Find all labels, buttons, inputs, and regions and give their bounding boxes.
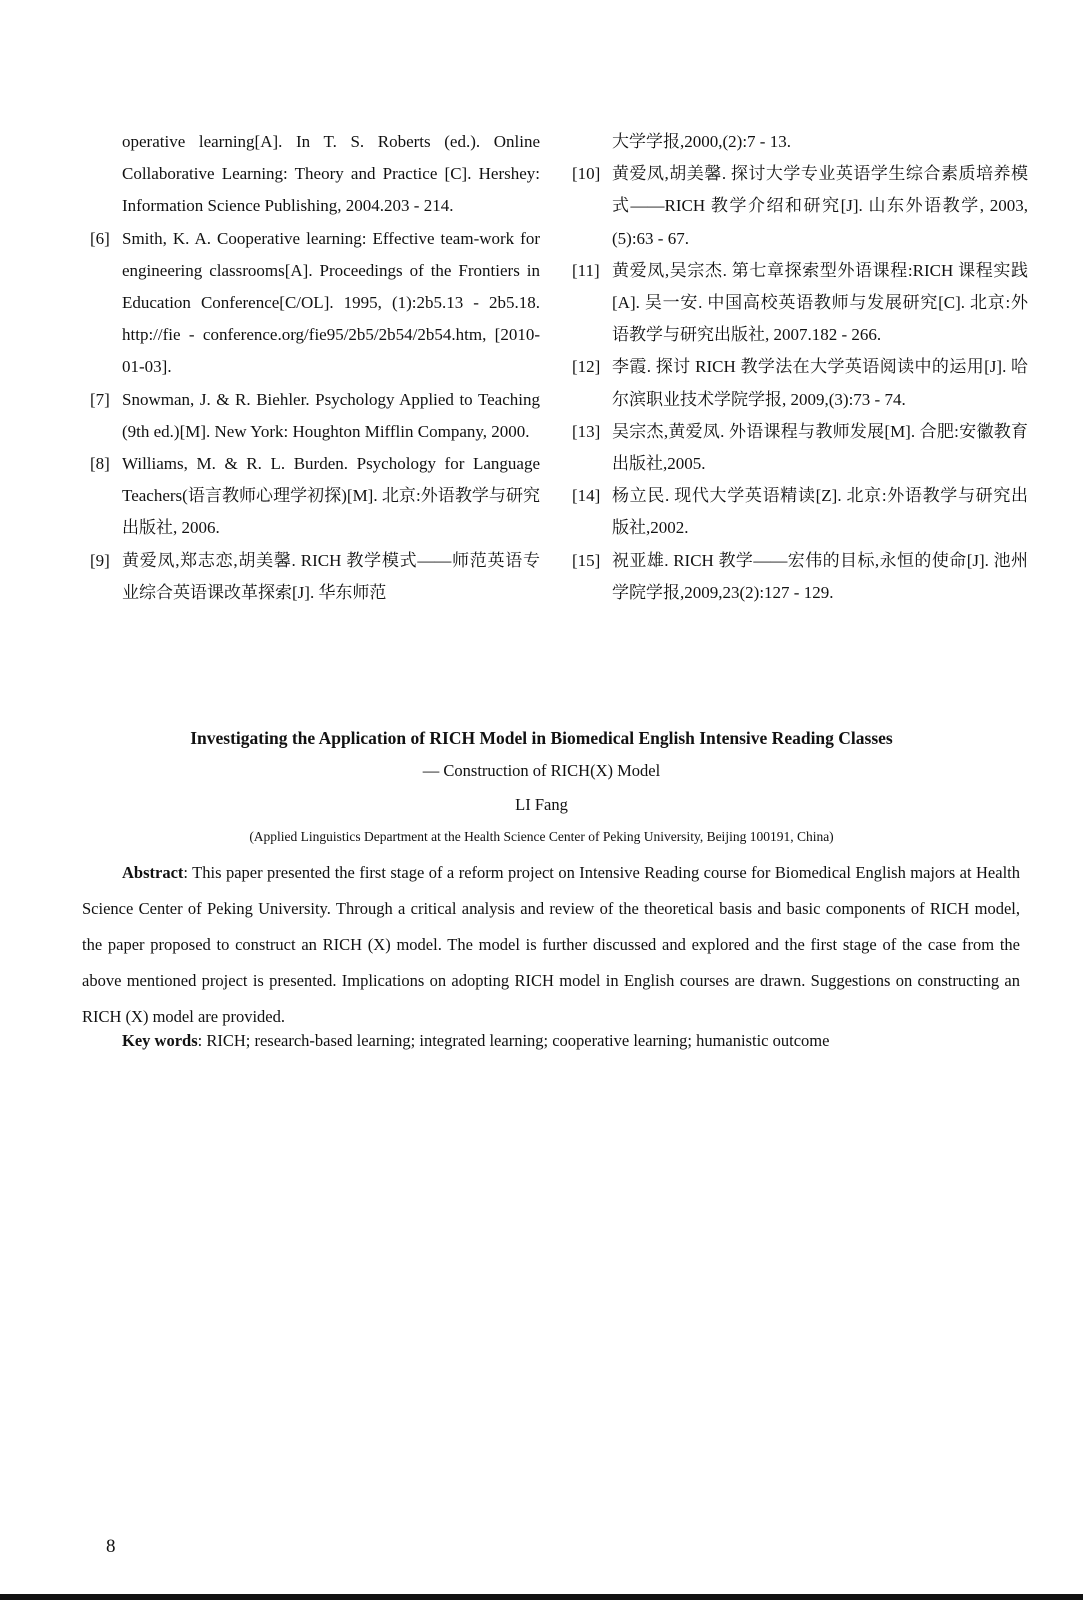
reference-text: 李霞. 探讨 RICH 教学法在大学英语阅读中的运用[J]. 哈尔滨职业技术学院学报, 2009,(3):73 - 74. — [612, 357, 1028, 409]
reference-number: [11] — [572, 260, 600, 280]
bottom-border — [0, 1594, 1083, 1600]
keywords-label: Key words — [122, 1031, 198, 1050]
reference-9 — [90, 545, 540, 609]
reference-8 — [90, 448, 540, 545]
article-author: LI Fang — [515, 795, 568, 814]
reference-text: 吴宗杰,黄爱凤. 外语课程与教师发展[M]. 合肥:安徽教育出版社,2005. — [612, 421, 1028, 474]
reference-11 — [572, 255, 1028, 352]
references-right-column — [572, 126, 1028, 609]
abstract-label: Abstract — [122, 863, 184, 882]
keywords-text: : RICH; research-based learning; integrated learning; cooperative learning; humanistic outcome — [197, 1031, 830, 1050]
reference-10 — [572, 158, 1028, 255]
reference-text: Williams, M. & R. L. Burden. Psychology for Language Teachers(语言教师心理学初探)[M]. 北京:外语教学与研究出版社, 2006. — [122, 454, 540, 538]
reference-number: [9] — [90, 550, 110, 570]
reference-text: Snowman, J. & R. Biehler. Psychology Applied to Teaching (9th ed.)[M]. New York: Houghton Mifflin Company, 2000. — [122, 389, 540, 441]
reference-9-continued — [572, 126, 1028, 158]
keywords — [82, 1031, 1020, 1051]
reference-number: [12] — [572, 357, 601, 377]
references-left-column — [90, 126, 540, 609]
reference-text: 黄爱凤,吴宗杰. 第七章探索型外语课程:RICH 课程实践[A]. 吴一安. 中国高校英语教师与发展研究[C]. 北京:外语教学与研究出版社, 2007.182 - 266. — [612, 260, 1028, 345]
reference-13 — [572, 416, 1028, 480]
reference-5-continued — [90, 126, 540, 223]
reference-text: 黄爱凤,胡美馨. 探讨大学专业英语学生综合素质培养模式——RICH 教学介绍和研究[J]. 山东外语教学, 2003,(5):63 - 67. — [612, 164, 1028, 248]
reference-7 — [90, 384, 540, 448]
reference-text: Smith, K. A. Cooperative learning: Effective team-work for engineering classrooms[A]. Proceedings of the Frontiers in Education Conference[C/OL]. 1995, (1):2b5.13 - 2b5.18. http://fie - conference.org/fie95/2b5/2b54/2b54.htm, [2010-01-03]. — [122, 228, 540, 377]
reference-14 — [572, 480, 1028, 544]
reference-text: 黄爱凤,郑志恋,胡美馨. RICH 教学模式——师范英语专业综合英语课改革探索[J]. 华东师范 — [122, 550, 540, 602]
article-title: Investigating the Application of RICH Model in Biomedical English Intensive Reading Classes — [190, 728, 893, 748]
reference-number: [13] — [572, 421, 601, 441]
reference-12 — [572, 351, 1028, 415]
abstract — [82, 855, 1020, 1035]
page-number: 8 — [106, 1536, 116, 1557]
reference-number: [15] — [572, 550, 601, 570]
reference-text: 祝亚雄. RICH 教学——宏伟的目标,永恒的使命[J]. 池州学院学报,2009,23(2):127 - 129. — [612, 550, 1028, 602]
reference-15 — [572, 545, 1028, 609]
reference-number: [10] — [572, 164, 601, 184]
reference-number: [14] — [572, 486, 601, 506]
reference-number: [8] — [90, 454, 110, 474]
reference-number: [6] — [90, 228, 110, 248]
reference-text: 杨立民. 现代大学英语精读[Z]. 北京:外语教学与研究出版社,2002. — [612, 486, 1028, 538]
reference-text: 大学学报,2000,(2):7 - 13. — [612, 132, 791, 151]
reference-number: [7] — [90, 389, 110, 409]
reference-6 — [90, 223, 540, 384]
article-subtitle: — Construction of RICH(X) Model — [422, 761, 661, 780]
reference-text: operative learning[A]. In T. S. Roberts (ed.). Online Collaborative Learning: Theory and Practice [C]. Hershey: Information Science Publishing, 2004.203 - 214. — [122, 132, 540, 216]
author-affiliation: (Applied Linguistics Department at the Health Science Center of Peking University, Beijing 100191, China) — [249, 829, 834, 844]
abstract-text: : This paper presented the first stage of a reform project on Intensive Reading course for Biomedical English majors at Health Science Center of Peking University. Through a critical analysis and review of the theoretical basis and basic components of RICH model, the paper proposed to construct an RICH (X) model. The model is further discussed and explored and the first stage of the case from the above mentioned project is presented. Implications on adopting RICH model in English courses are drawn. Suggestions on constructing an RICH (X) model are provided. — [82, 863, 1020, 1026]
